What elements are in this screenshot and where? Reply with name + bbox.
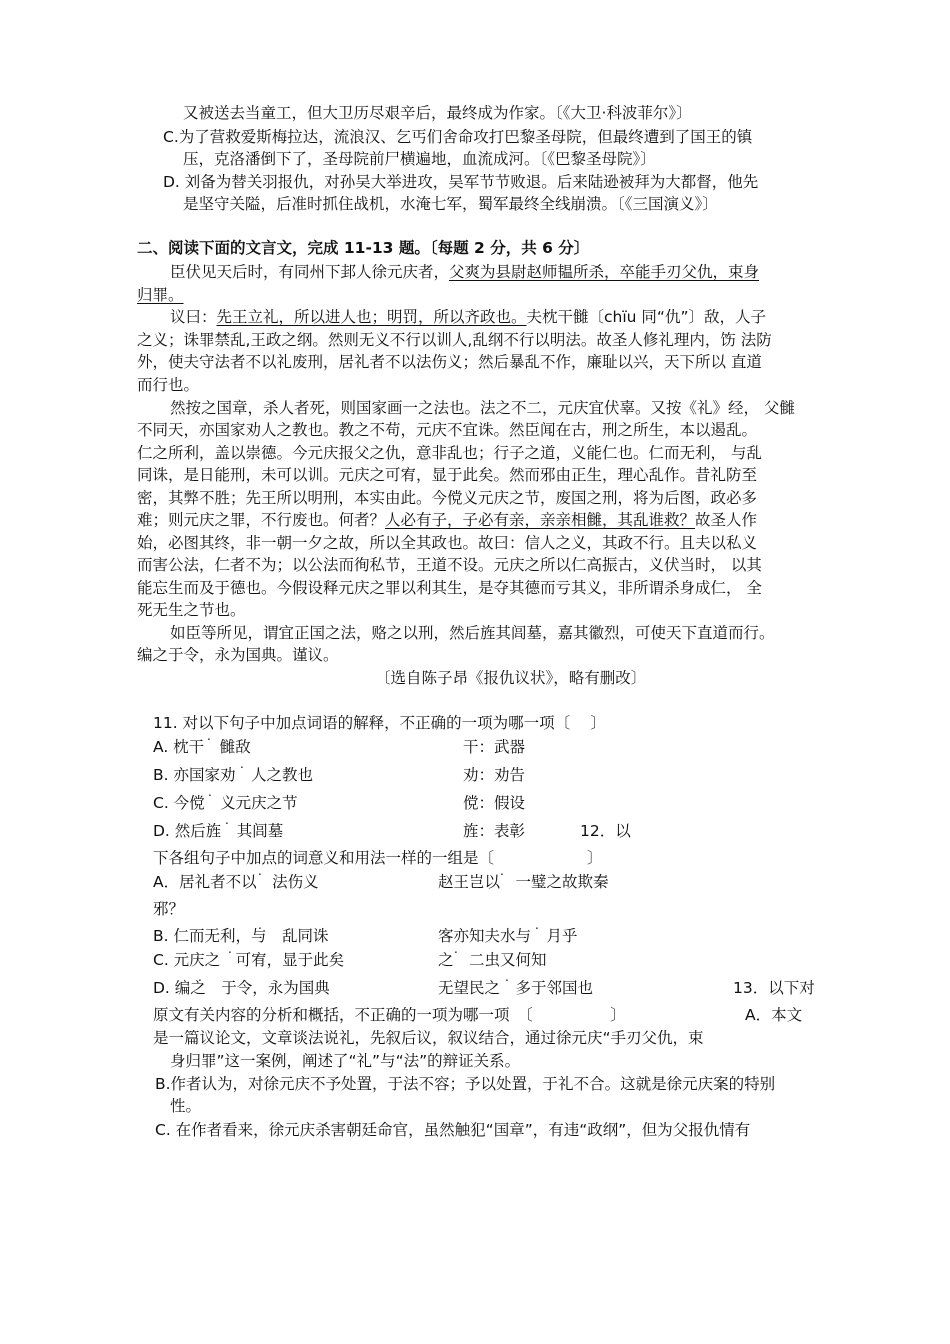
q12-option-d-right: 无望民之 多于邻国也 <box>438 979 594 997</box>
passage-p3-line1: 然按之国章，杀人者死，则国家画一之法也。法之不二，元庆宜伏辜。又按《礼》经， 父雠 <box>170 399 795 417</box>
q13-option-a-label: A．本文 <box>745 1006 803 1024</box>
passage-p3-line5: 密，其弊不胜；先王所以明刑，本实由此。今傥义元庆之节，废国之刑，将为后图，政必多 <box>137 489 758 507</box>
section-heading: 二、阅读下面的文言文，完成 11-13 题。〔每题 2 分，共 6 分〕 <box>137 239 590 257</box>
passage-source: 〔选自陈子昂《报仇议状》，略有删改〕 <box>375 669 647 687</box>
option-c-line2: 压，克洛潘倒下了，圣母院前尸横遍地，血流成河。〔《巴黎圣母院》〕 <box>183 150 656 168</box>
q11-option-d: D. 然后旌 其闾墓 <box>153 822 284 840</box>
passage-p3-line6: 难；则元庆之罪，不行废也。何者？人必有子，子必有亲，亲亲相雠，其乱谁救？故圣人作 <box>137 511 758 529</box>
q12-option-a-right: 赵王岂以 一璧之故欺秦 <box>438 873 609 891</box>
passage-p2-line2: 之义；诛罪禁乱,王政之纲。然则无义不行以训人,乱纲不行以明法。故圣人修礼理内，饬 法防 <box>137 331 772 349</box>
q13-option-a-line2: 身归罪”这一案例，阐述了“礼”与“法”的辩证关系。 <box>170 1052 521 1070</box>
underlined-sentence-3: 人必有子，子必有亲，亲亲相雠，其乱谁救？ <box>385 511 696 529</box>
q13-option-b-line2: 性。 <box>170 1097 202 1115</box>
q12-option-c-right: 之 二虫又何知 <box>438 951 547 969</box>
underlined-sentence-1: 父爽为县尉赵师韫所杀，卒能手刃父仇，束身 <box>449 263 760 281</box>
passage-p3-line2: 不同天，亦国家劝人之教也。教之不苟，元庆不宜诛。然臣闻在古，刑之所生，本以遏乱。 <box>137 421 758 439</box>
option-d-line1: D. 刘备为替关羽报仇，对孙吴大举进攻，吴军节节败退。后来陆逊被拜为大都督，他先 <box>163 173 759 191</box>
q12-stem: 下各组句子中加点的词意义和用法一样的一组是〔 〕 <box>153 849 603 867</box>
passage-p3-line3: 仁之所利，盖以崇德。今元庆报父之仇，意非乱也；行子之道，义能仁也。仁而无利， 与乱 <box>137 444 762 462</box>
q13-option-c-line1: C. 在作者看来，徐元庆杀害朝廷命官，虽然触犯“国章”，有违“政纲”，但为父报仇情有 <box>155 1121 751 1139</box>
q13-number: 13．以下对 <box>733 979 815 997</box>
q11-option-c-gloss: 傥：假设 <box>463 794 526 812</box>
q13-option-a-line1: 是一篇议论文，文章谈法说礼，先叙后议，叙议结合，通过徐元庆“手刃父仇，束 <box>153 1029 704 1047</box>
q12-option-b-right: 客亦知夫水与 月乎 <box>438 927 578 945</box>
option-b-continuation: 又被送去当童工，但大卫历尽艰辛后，最终成为作家。〔《大卫·科波菲尔》〕 <box>183 104 692 122</box>
passage-p3-line9: 能忘生而及于德也。今假设释元庆之罪以利其生，是夺其德而亏其义，非所谓杀身成仁， 全 <box>137 579 762 597</box>
passage-p3-line10: 死无生之节也。 <box>137 601 246 619</box>
q11-option-b-gloss: 劝：劝告 <box>463 766 526 784</box>
q13-option-b-line1: B.作者认为，对徐元庆不予处置，于法不容；予以处置，于礼不合。这就是徐元庆案的特别 <box>155 1075 776 1093</box>
q11-option-a-gloss: 干：武器 <box>463 738 526 756</box>
q11-stem: 11. 对以下句子中加点词语的解释，不正确的一项为哪一项〔 〕 <box>153 714 607 732</box>
q12-option-a: A．居礼者不以 法伤义 <box>153 873 319 891</box>
passage-p3-line7: 始，必图其终，非一朝一夕之故，所以全其政也。故曰：信人之义，其政不行。且夫以私义 <box>137 534 758 552</box>
passage-p4-line1: 如臣等所见，谓宜正国之法，赂之以刑，然后旌其闾墓，嘉其徽烈，可使天下直道而行。 <box>170 624 775 642</box>
passage-p2-line4: 而行也。 <box>137 376 200 394</box>
underlined-sentence-2: 先王立礼，所以进人也；明罚，所以齐政也。 <box>216 308 527 326</box>
q11-option-c: C. 今傥 义元庆之节 <box>153 794 298 812</box>
q12-number: 12．以 <box>580 822 631 840</box>
q11-option-a: A. 枕干 雠敌 <box>153 738 251 756</box>
q11-option-b: B. 亦国家劝 人之教也 <box>153 766 313 784</box>
option-c-line1: C.为了营救爱斯梅拉达，流浪汉、乞丐们舍命攻打巴黎圣母院，但最终遭到了国王的镇 <box>163 128 753 146</box>
q11-option-d-gloss: 旌：表彰 <box>463 822 526 840</box>
q12-option-d: D. 编之 于令，永为国典 <box>153 979 330 997</box>
option-d-line2: 是坚守关隘，后准时抓住战机，水淹七军，蜀军最终全线崩溃。〔《三国演义》〕 <box>183 195 718 213</box>
q12-option-c: C. 元庆之 可宥，显于此矣 <box>153 951 345 969</box>
q12-option-a-cont: 邪？ <box>153 900 185 918</box>
passage-p3-line4: 同诛，是日能刑，未可以训。元庆之可宥，显于此矣。然而邪由正生，理心乱作。昔礼防至 <box>137 466 758 484</box>
passage-p4-line2: 编之于令，永为国典。谨议。 <box>137 646 339 664</box>
passage-p3-line8: 而害公法，仁者不为；以公法而徇私节，王道不设。元庆之所以仁高振古，义伏当时， 以其 <box>137 556 762 574</box>
passage-p2-line3: 外，使夫守法者不以礼废刑，居礼者不以法伤义；然后暴乱不作，廉耻以兴，天下所以 直道 <box>137 353 762 371</box>
q12-option-b: B. 仁而无利，与 乱同诛 <box>153 927 329 945</box>
q13-stem: 原文有关内容的分析和概括，不正确的一项为哪一项 〔 〕 <box>153 1006 626 1024</box>
passage-p2-line1: 议曰：先王立礼，所以进人也；明罚，所以齐政也。夫枕干雠〔chïu 同“仇”〕敌，人子 <box>170 308 766 326</box>
passage-p1-line1: 臣伏见天后时，有同州下邽人徐元庆者，父爽为县尉赵师韫所杀，卒能手刃父仇，束身 <box>170 263 760 281</box>
passage-p1-line2: 归罪。 <box>137 286 184 304</box>
